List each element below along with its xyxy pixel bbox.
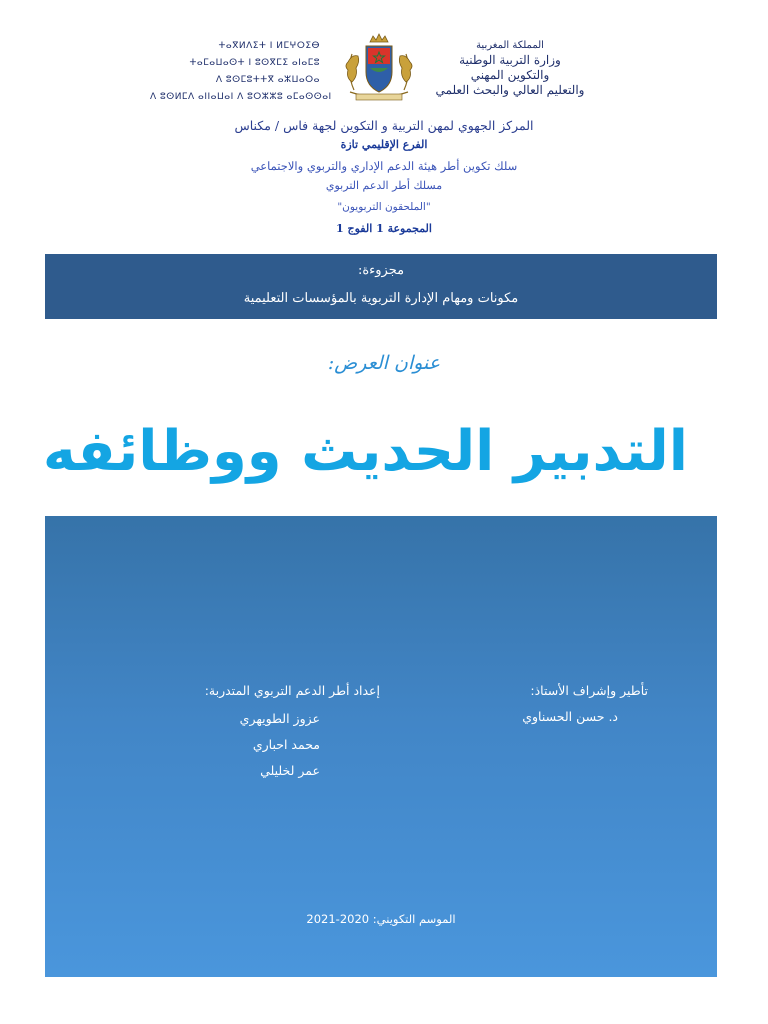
kingdom-label: المملكة المغربية [476, 40, 544, 51]
coat-of-arms-icon [342, 32, 416, 104]
supervisor-name: د. حسن الحسناوي [522, 709, 618, 724]
authors-list [140, 706, 320, 784]
specialty: مسلك أطر الدعم التربوي [325, 179, 443, 192]
tifinagh-line-2: ⵜⴰⵎⴰⵡⴰⵙⵜ ⵏ ⵓⵙⴳⵎⵉ ⴰⵏⴰⵎⵓ [189, 58, 320, 68]
institution-block [100, 116, 668, 240]
author-name: عمر لخليلي [260, 763, 320, 778]
ministry-line-2: والتكوين المهني [470, 68, 550, 82]
module-banner [45, 254, 717, 319]
training-cycle: سلك تكوين أطر هيئة الدعم الإداري والتربوي والاجتماعي [250, 159, 518, 173]
module-title: مكونات ومهام الإدارة التربوية بالمؤسسات التعليمية [243, 291, 519, 306]
supervision-label: تأطير وإشراف الأستاذ: [530, 683, 648, 698]
ministry-name-tifinagh [150, 38, 332, 106]
group-label: المجموعة 1 الفوج 1 [336, 222, 432, 235]
presentation-title: التدبير الحديث ووظائفه [42, 419, 688, 484]
training-season: الموسم التكويني: 2020-2021 [306, 912, 456, 926]
author-name: عزوز الطويهري [239, 711, 320, 726]
preparation-label: إعداد أطر الدعم التربوي المتدربة: [204, 683, 380, 698]
institution-name: المركز الجهوي لمهن التربية و التكوين لجهة فاس / مكناس [234, 118, 534, 133]
trainee-role: "الملحقون التربويون" [337, 201, 431, 213]
preparation-block [140, 680, 380, 784]
tifinagh-line-3: ⴷ ⵓⵙⵎⵓⵜⵜⴳ ⴰⵣⵡⴰⵔⴰ [215, 75, 320, 85]
presentation-label: عنوان العرض: [327, 352, 441, 374]
ministry-line-3: والتعليم العالي والبحث العلمي [435, 83, 585, 97]
branch-name: الفرع الإقليمي تازة [340, 138, 428, 151]
ministry-line-1: وزارة التربية الوطنية [459, 53, 561, 67]
author-name: محمد احباري [252, 737, 320, 752]
ministry-name-arabic [430, 38, 590, 98]
tifinagh-line-4: ⴷ ⵓⵙⵍⵎⴷ ⴰⵏⵏⴰⵡⴰⵏ ⴷ ⵓⵔⵣⵣⵓ ⴰⵎⴰⵙⵙⴰⵏ [150, 92, 332, 102]
supervision-block [448, 680, 648, 728]
tifinagh-line-1: ⵜⴰⴳⵍⴷⵉⵜ ⵏ ⵍⵎⵖⵔⵉⴱ [218, 41, 320, 51]
module-label: مجزوءة: [357, 263, 405, 278]
